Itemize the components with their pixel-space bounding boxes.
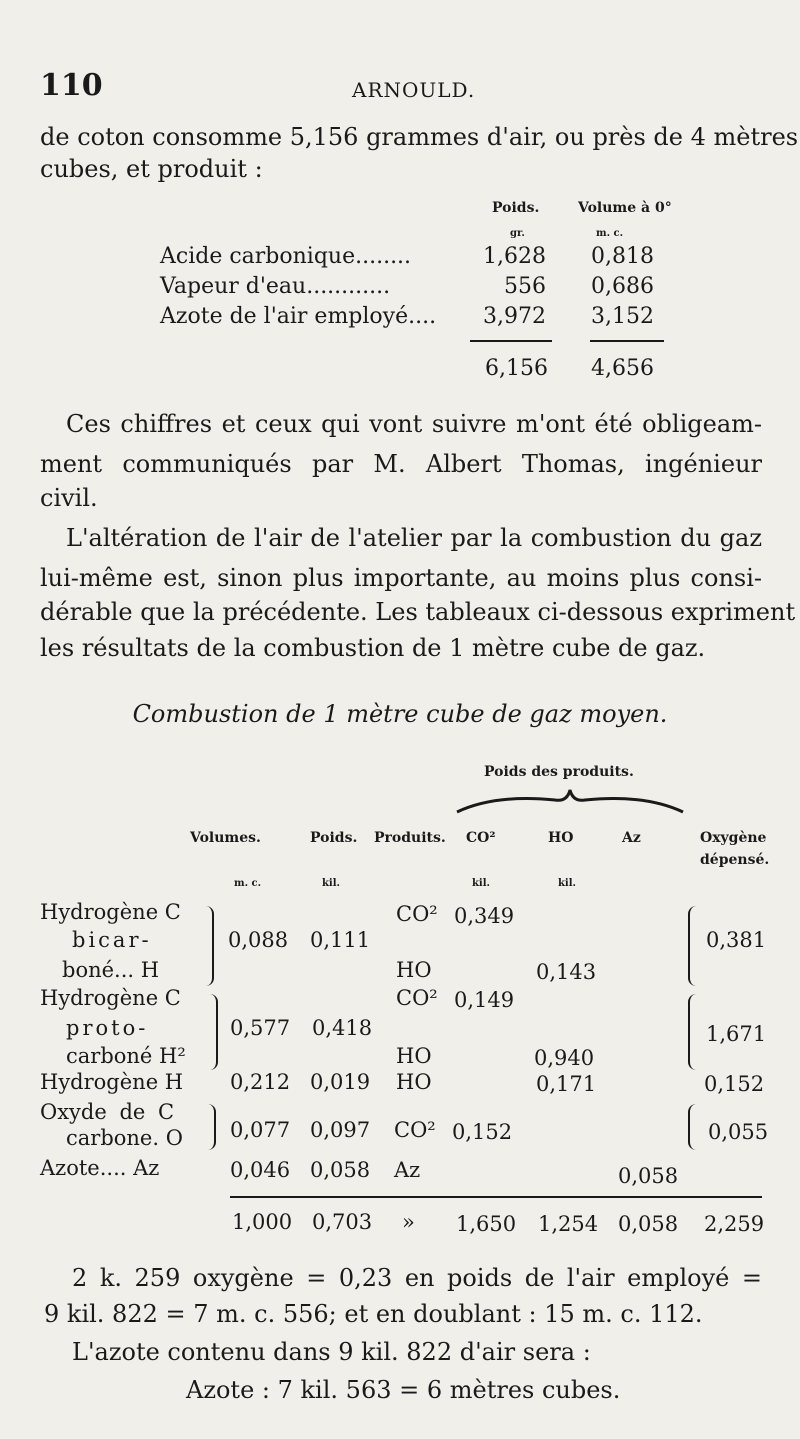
row-product: CO² [396,902,438,926]
row-brace [208,1104,216,1150]
unit-co2: kil. [472,878,491,889]
header-az: Az [622,830,641,846]
row-oxygene: 1,671 [706,1022,767,1046]
t1-unit-gr: gr. [510,228,525,239]
total-produits: » [402,1210,415,1234]
row-label: Azote.... Az [40,1156,160,1180]
header-oxygene: Oxygène [700,830,767,846]
running-head: ARNOULD. [352,78,476,102]
t1-row-label: Acide carbonique........ [160,244,412,269]
row-ho: 0,143 [536,960,597,984]
t1-total-poids: 6,156 [485,356,548,381]
t1-header-volume: Volume à 0° [578,200,672,216]
para4-line4: Azote : 7 kil. 563 = 6 mètres cubes. [186,1376,621,1404]
row-product: CO² [396,986,438,1010]
t1-row-label: Vapeur d'eau............ [160,274,391,299]
row-co2: 0,349 [454,904,515,928]
unit-ho: kil. [558,878,577,889]
row-product: HO [396,1070,432,1094]
table2-sum-rule [230,1196,762,1198]
row-volume: 0,046 [230,1158,291,1182]
row-az: 0,058 [618,1164,679,1188]
total-ho: 1,254 [538,1212,599,1236]
para1-line2: cubes, et produit : [40,155,263,183]
row-brace [688,1104,696,1150]
row-ho: 0,940 [534,1046,595,1070]
row-label: proto- [66,1016,149,1040]
para4-line2: 9 kil. 822 = 7 m. c. 556; et en doublant : 15 m. c. 112. [44,1300,703,1328]
header-volumes: Volumes. [190,830,261,846]
t1-row-volume: 3,152 [591,304,654,329]
para4-line1: 2 k. 259 oxygène = 0,23 en poids de l'air employé = [72,1264,762,1292]
row-product: CO² [394,1118,436,1142]
unit-poids: kil. [322,878,341,889]
row-label: Hydrogène C [40,986,181,1010]
row-product: HO [396,1044,432,1068]
total-oxygene: 2,259 [704,1212,765,1236]
total-volume: 1,000 [232,1210,293,1234]
t1-row-poids: 1,628 [483,244,546,269]
row-brace [206,906,214,986]
row-brace [688,906,696,986]
table2-caption: Combustion de 1 mètre cube de gaz moyen. [132,700,668,728]
header-poids: Poids. [310,830,358,846]
unit-volumes: m. c. [234,878,262,889]
t1-row-poids: 556 [504,274,546,299]
row-volume: 0,077 [230,1118,291,1142]
row-oxygene: 0,055 [708,1120,769,1144]
row-label: carbone. O [66,1126,183,1150]
row-poids: 0,111 [310,928,371,952]
page-number: 110 [40,68,103,103]
t1-row-volume: 0,818 [591,244,654,269]
row-product: Az [394,1158,421,1182]
para3-line2: lui-même est, sinon plus importante, au moins plus consi- [40,564,762,592]
total-az: 0,058 [618,1212,679,1236]
para1-line1: de coton consomme 5,156 grammes d'air, ou près de 4 mètres [40,123,799,151]
row-co2: 0,152 [452,1120,513,1144]
para2-line2: ment communiqués par M. Albert Thomas, ingénieur [40,450,762,478]
t1-total-volume: 4,656 [591,356,654,381]
t1-row-poids: 3,972 [483,304,546,329]
row-ho: 0,171 [536,1072,597,1096]
row-label: Hydrogène H [40,1070,184,1094]
row-brace [210,994,218,1070]
para3-line4: les résultats de la combustion de 1 mètre cube de gaz. [40,634,706,662]
t1-sum-rule [470,340,552,342]
para3-line1: L'altération de l'air de l'atelier par la combustion du gaz [66,524,762,552]
row-brace [688,994,696,1070]
row-oxygene: 0,152 [704,1072,765,1096]
row-volume: 0,212 [230,1070,291,1094]
t1-sum-rule [590,340,664,342]
row-poids: 0,097 [310,1118,371,1142]
row-label: Hydrogène C [40,900,181,924]
row-product: HO [396,958,432,982]
row-label: bicar- [72,928,152,952]
row-poids: 0,019 [310,1070,371,1094]
row-label: carboné H² [66,1044,186,1068]
row-oxygene: 0,381 [706,928,767,952]
t1-unit-mc: m. c. [596,228,624,239]
header-ho: HO [548,830,574,846]
products-brace-icon [455,788,685,818]
row-volume: 0,577 [230,1016,291,1040]
row-volume: 0,088 [228,928,289,952]
row-co2: 0,149 [454,988,515,1012]
para3-line3: dérable que la précédente. Les tableaux ci-dessous expriment [40,598,796,626]
para2-line1: Ces chiffres et ceux qui vont suivre m'ont été obligeam- [66,410,762,438]
header-depense: dépensé. [700,852,770,868]
t1-row-label: Azote de l'air employé.... [160,304,437,329]
row-label: boné... H [62,958,160,982]
header-co2: CO² [466,830,496,846]
header-produits: Produits. [374,830,446,846]
products-header: Poids des produits. [484,764,634,780]
row-label: Oxyde de C [40,1100,175,1124]
para4-line3: L'azote contenu dans 9 kil. 822 d'air sera : [72,1338,591,1366]
row-poids: 0,058 [310,1158,371,1182]
para2-line3: civil. [40,484,98,512]
row-poids: 0,418 [312,1016,373,1040]
t1-header-poids: Poids. [492,200,540,216]
total-co2: 1,650 [456,1212,517,1236]
total-poids: 0,703 [312,1210,373,1234]
t1-row-volume: 0,686 [591,274,654,299]
